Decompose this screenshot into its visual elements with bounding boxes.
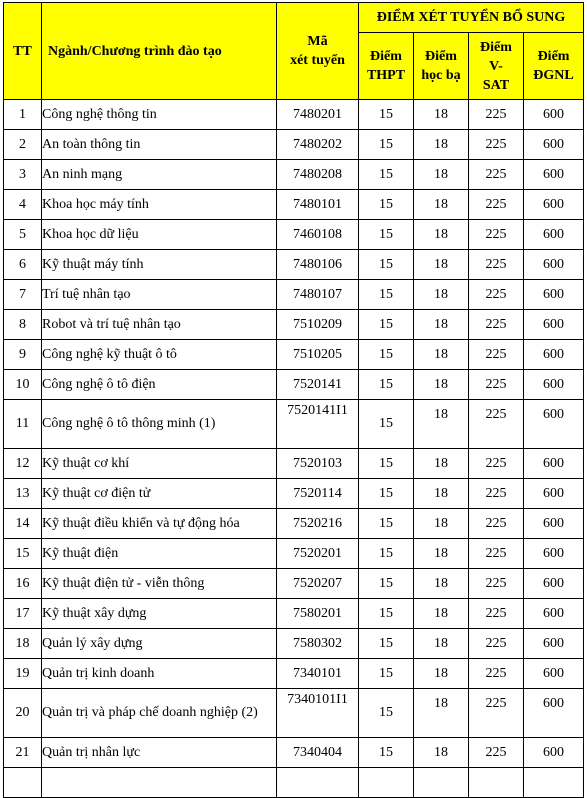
header-thpt-line1: Điểm — [370, 49, 402, 64]
cell-program-name: Kỹ thuật cơ điện tử — [42, 479, 277, 509]
cell-thpt: 15 — [359, 599, 414, 629]
header-vsat — [469, 33, 524, 100]
cell-code: 7480201 — [277, 100, 359, 130]
cell-tt: 8 — [4, 310, 42, 340]
cell-dgnl: 600 — [524, 370, 584, 400]
cell-program-name: An toàn thông tin — [42, 130, 277, 160]
cell-dgnl: 600 — [524, 100, 584, 130]
table-row — [4, 738, 584, 768]
cell-dgnl: 600 — [524, 738, 584, 768]
cell-dgnl: 600 — [524, 220, 584, 250]
cell-program-name: Công nghệ thông tin — [42, 100, 277, 130]
cell-thpt: 15 — [359, 689, 414, 738]
cell-thpt: 15 — [359, 479, 414, 509]
cell-code: 7520141 — [277, 370, 359, 400]
cell-code: 7580201 — [277, 599, 359, 629]
cell-code: 7480107 — [277, 280, 359, 310]
cell-program-name: Công nghệ ô tô điện — [42, 370, 277, 400]
cell-program-name: Khoa học dữ liệu — [42, 220, 277, 250]
table-row — [4, 449, 584, 479]
cell-program-name: Kỹ thuật điện — [42, 539, 277, 569]
table-row — [4, 250, 584, 280]
cell-vsat: 225 — [469, 280, 524, 310]
header-vsat-line3: SAT — [482, 77, 510, 93]
table-row-partial — [4, 768, 584, 798]
table-row — [4, 689, 584, 738]
cell-vsat: 225 — [469, 160, 524, 190]
cell-hocba: 18 — [414, 130, 469, 160]
cell-code: 7460108 — [277, 220, 359, 250]
cell-dgnl: 600 — [524, 599, 584, 629]
cell-vsat: 225 — [469, 569, 524, 599]
cell-dgnl: 600 — [524, 280, 584, 310]
cell-tt: 10 — [4, 370, 42, 400]
cell-partial — [4, 768, 42, 798]
cell-tt: 13 — [4, 479, 42, 509]
header-dgnl-line1: Điểm — [537, 49, 570, 64]
cell-vsat: 225 — [469, 509, 524, 539]
cell-vsat: 225 — [469, 599, 524, 629]
cell-thpt: 15 — [359, 310, 414, 340]
header-vsat-line2: V- — [489, 58, 503, 74]
cell-thpt: 15 — [359, 738, 414, 768]
cell-code: 7480106 — [277, 250, 359, 280]
header-code-line1: Mã — [307, 34, 328, 49]
table-header — [4, 3, 584, 100]
cell-tt: 17 — [4, 599, 42, 629]
cell-partial — [414, 768, 469, 798]
cell-dgnl: 600 — [524, 689, 584, 738]
cell-thpt: 15 — [359, 569, 414, 599]
table-row — [4, 539, 584, 569]
cell-tt: 16 — [4, 569, 42, 599]
cell-code: 7480202 — [277, 130, 359, 160]
cell-code: 7520216 — [277, 509, 359, 539]
admission-table-wrapper — [3, 2, 583, 798]
cell-hocba: 18 — [414, 569, 469, 599]
cell-hocba: 18 — [414, 340, 469, 370]
cell-thpt: 15 — [359, 160, 414, 190]
cell-thpt: 15 — [359, 659, 414, 689]
cell-hocba: 18 — [414, 280, 469, 310]
cell-tt: 5 — [4, 220, 42, 250]
header-program-label: Ngành/Chương trình đào tạo — [48, 43, 222, 59]
cell-dgnl: 600 — [524, 659, 584, 689]
cell-hocba: 18 — [414, 250, 469, 280]
cell-hocba: 18 — [414, 400, 469, 449]
cell-tt: 3 — [4, 160, 42, 190]
cell-dgnl: 600 — [524, 509, 584, 539]
cell-hocba: 18 — [414, 220, 469, 250]
cell-program-name: Khoa học máy tính — [42, 190, 277, 220]
cell-dgnl: 600 — [524, 310, 584, 340]
cell-program-name: Kỹ thuật xây dựng — [42, 599, 277, 629]
cell-thpt: 15 — [359, 280, 414, 310]
table-row — [4, 479, 584, 509]
cell-program-name: Quản trị nhân lực — [42, 738, 277, 768]
admission-scores-table — [3, 2, 584, 798]
cell-program-name: Kỹ thuật điều khiển và tự động hóa — [42, 509, 277, 539]
cell-dgnl: 600 — [524, 250, 584, 280]
cell-tt: 19 — [4, 659, 42, 689]
cell-code: 7520141I1 — [277, 400, 359, 449]
cell-hocba: 18 — [414, 449, 469, 479]
cell-thpt: 15 — [359, 250, 414, 280]
cell-tt: 14 — [4, 509, 42, 539]
cell-hocba: 18 — [414, 509, 469, 539]
cell-vsat: 225 — [469, 220, 524, 250]
table-row — [4, 340, 584, 370]
cell-vsat: 225 — [469, 738, 524, 768]
table-row — [4, 370, 584, 400]
table-row — [4, 569, 584, 599]
header-tt: TT — [4, 3, 42, 100]
cell-program-name: Công nghệ kỹ thuật ô tô — [42, 340, 277, 370]
cell-thpt: 15 — [359, 220, 414, 250]
header-hocba-line2: học bạ — [421, 68, 461, 83]
cell-vsat: 225 — [469, 250, 524, 280]
cell-tt: 9 — [4, 340, 42, 370]
cell-hocba: 18 — [414, 689, 469, 738]
cell-hocba: 18 — [414, 479, 469, 509]
cell-hocba: 18 — [414, 100, 469, 130]
cell-dgnl: 600 — [524, 539, 584, 569]
cell-dgnl: 600 — [524, 449, 584, 479]
cell-dgnl: 600 — [524, 190, 584, 220]
cell-vsat: 225 — [469, 370, 524, 400]
cell-tt: 6 — [4, 250, 42, 280]
cell-code: 7340404 — [277, 738, 359, 768]
cell-hocba: 18 — [414, 738, 469, 768]
cell-thpt: 15 — [359, 370, 414, 400]
cell-program-name: Quản trị kinh doanh — [42, 659, 277, 689]
cell-dgnl: 600 — [524, 160, 584, 190]
table-row — [4, 160, 584, 190]
cell-vsat: 225 — [469, 659, 524, 689]
header-dgnl — [524, 33, 584, 100]
cell-partial — [469, 768, 524, 798]
cell-hocba: 18 — [414, 599, 469, 629]
cell-vsat: 225 — [469, 340, 524, 370]
cell-code: 7510205 — [277, 340, 359, 370]
cell-hocba: 18 — [414, 539, 469, 569]
cell-program-name: Robot và trí tuệ nhân tạo — [42, 310, 277, 340]
cell-dgnl: 600 — [524, 400, 584, 449]
cell-vsat: 225 — [469, 400, 524, 449]
cell-vsat: 225 — [469, 190, 524, 220]
cell-program-name: Kỹ thuật điện tử - viễn thông — [42, 569, 277, 599]
cell-vsat: 225 — [469, 689, 524, 738]
cell-thpt: 15 — [359, 100, 414, 130]
header-code-line2: xét tuyển — [290, 53, 345, 68]
table-row — [4, 629, 584, 659]
header-group: ĐIỂM XÉT TUYỂN BỔ SUNG — [359, 3, 584, 33]
cell-partial — [524, 768, 584, 798]
cell-program-name: Kỹ thuật máy tính — [42, 250, 277, 280]
cell-code: 7480101 — [277, 190, 359, 220]
cell-partial — [42, 768, 277, 798]
table-row — [4, 400, 584, 449]
table-body — [4, 100, 584, 798]
cell-thpt: 15 — [359, 539, 414, 569]
table-row — [4, 659, 584, 689]
cell-tt: 20 — [4, 689, 42, 738]
cell-vsat: 225 — [469, 100, 524, 130]
cell-hocba: 18 — [414, 659, 469, 689]
cell-thpt: 15 — [359, 340, 414, 370]
header-vsat-line1: Điểm — [480, 39, 512, 55]
cell-thpt: 15 — [359, 130, 414, 160]
cell-thpt: 15 — [359, 629, 414, 659]
cell-tt: 18 — [4, 629, 42, 659]
cell-hocba: 18 — [414, 190, 469, 220]
table-row — [4, 190, 584, 220]
cell-code: 7520103 — [277, 449, 359, 479]
cell-thpt: 15 — [359, 449, 414, 479]
cell-vsat: 225 — [469, 310, 524, 340]
header-code — [277, 3, 359, 100]
header-program — [42, 3, 277, 100]
cell-program-name: Công nghệ ô tô thông minh (1) — [42, 400, 277, 449]
cell-vsat: 225 — [469, 479, 524, 509]
cell-hocba: 18 — [414, 160, 469, 190]
table-row — [4, 280, 584, 310]
cell-tt: 4 — [4, 190, 42, 220]
cell-tt: 21 — [4, 738, 42, 768]
table-row — [4, 100, 584, 130]
cell-hocba: 18 — [414, 370, 469, 400]
cell-tt: 12 — [4, 449, 42, 479]
table-row — [4, 220, 584, 250]
header-thpt — [359, 33, 414, 100]
cell-tt: 15 — [4, 539, 42, 569]
cell-code: 7580302 — [277, 629, 359, 659]
cell-thpt: 15 — [359, 400, 414, 449]
cell-program-name: Quản lý xây dựng — [42, 629, 277, 659]
cell-dgnl: 600 — [524, 479, 584, 509]
cell-partial — [277, 768, 359, 798]
table-row — [4, 599, 584, 629]
cell-hocba: 18 — [414, 629, 469, 659]
cell-code: 7340101 — [277, 659, 359, 689]
cell-tt: 7 — [4, 280, 42, 310]
header-dgnl-line2: ĐGNL — [533, 68, 574, 83]
cell-dgnl: 600 — [524, 569, 584, 599]
cell-tt: 1 — [4, 100, 42, 130]
cell-dgnl: 600 — [524, 130, 584, 160]
header-hocba — [414, 33, 469, 100]
table-row — [4, 509, 584, 539]
cell-code: 7510209 — [277, 310, 359, 340]
cell-vsat: 225 — [469, 449, 524, 479]
cell-tt: 2 — [4, 130, 42, 160]
cell-thpt: 15 — [359, 190, 414, 220]
cell-code: 7520201 — [277, 539, 359, 569]
cell-tt: 11 — [4, 400, 42, 449]
cell-code: 7520114 — [277, 479, 359, 509]
cell-code: 7480208 — [277, 160, 359, 190]
cell-dgnl: 600 — [524, 629, 584, 659]
cell-partial — [359, 768, 414, 798]
cell-vsat: 225 — [469, 539, 524, 569]
cell-program-name: Quản trị và pháp chế doanh nghiệp (2) — [42, 689, 277, 738]
cell-program-name: Kỹ thuật cơ khí — [42, 449, 277, 479]
cell-code: 7520207 — [277, 569, 359, 599]
cell-program-name: Trí tuệ nhân tạo — [42, 280, 277, 310]
cell-vsat: 225 — [469, 629, 524, 659]
cell-vsat: 225 — [469, 130, 524, 160]
cell-code: 7340101I1 — [277, 689, 359, 738]
cell-hocba: 18 — [414, 310, 469, 340]
table-row — [4, 130, 584, 160]
cell-thpt: 15 — [359, 509, 414, 539]
header-hocba-line1: Điểm — [425, 49, 457, 64]
header-thpt-line2: THPT — [366, 68, 406, 83]
cell-dgnl: 600 — [524, 340, 584, 370]
cell-program-name: An ninh mạng — [42, 160, 277, 190]
table-row — [4, 310, 584, 340]
